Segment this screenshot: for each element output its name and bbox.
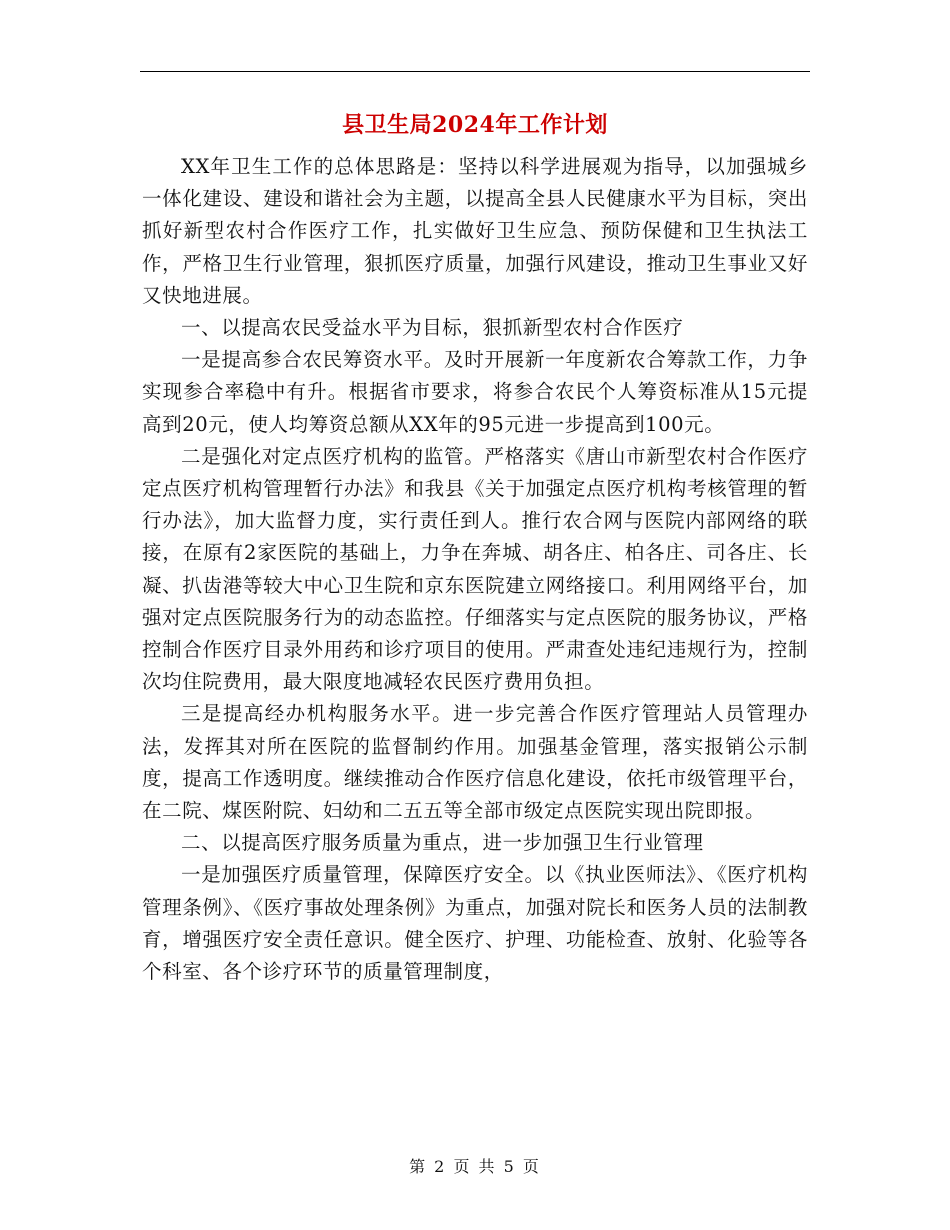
paragraph-1-2: 二是强化对定点医疗机构的监管。严格落实《唐山市新型农村合作医疗定点医疗机构管理暂行办法》和我县《关于加强定点医疗机构考核管理的暂行办法》，加大监督力度，实行责任到人。推行农合网与医院内部网络的联接，在原有2家医院的基础上，力争在奔城、胡各庄、柏各庄、司各庄、长凝、扒齿港等较大中心卫生院和京东医院建立网络接口。利用网络平台，加强对定点医院服务行为的动态监控。仔细落实与定点医院的服务协议，严格控制合作医疗目录外用药和诊疗项目的使用。严肃查处违纪违规行为，控制次均住院费用，最大限度地减轻农民医疗费用负担。: [142, 444, 808, 694]
paragraph-2-1: 一是加强医疗质量管理，保障医疗安全。以《执业医师法》、《医疗机构管理条例》、《医疗事故处理条例》为重点，加强对院长和医务人员的法制教育，增强医疗安全责任意识。健全医疗、护理、功能检查、放射、化验等各个科室、各个诊疗环节的质量管理制度，: [142, 863, 808, 984]
header-rule: [140, 71, 810, 72]
document-body: [142, 151, 808, 988]
paragraph-1-1: 一是提高参合农民筹资水平。及时开展新一年度新农合筹款工作，力争实现参合率稳中有升。根据省市要求，将参合农民个人筹资标准从15元提高到20元，使人均筹资总额从XX年的95元进一步提高到100元。: [142, 348, 808, 436]
page-number-footer: 第 2 页 共 5 页: [409, 1157, 541, 1176]
paragraph-overview: XX年卫生工作的总体思路是：坚持以科学进展观为指导，以加强城乡一体化建设、建设和谐社会为主题，以提高全县人民健康水平为目标，突出抓好新型农村合作医疗工作，扎实做好卫生应急、预防保健和卫生执法工作，严格卫生行业管理，狠抓医疗质量，加强行风建设，推动卫生事业又好又快地进展。: [142, 155, 808, 307]
document-title: 县卫生局2024年工作计划: [342, 112, 608, 138]
section-heading-1: 一、以提高农民受益水平为目标，狠抓新型农村合作医疗: [181, 316, 684, 340]
paragraph-1-3: 三是提高经办机构服务水平。进一步完善合作医疗管理站人员管理办法，发挥其对所在医院的监督制约作用。加强基金管理，落实报销公示制度，提高工作透明度。继续推动合作医疗信息化建设，依托市级管理平台，在二院、煤医附院、妇幼和二五五等全部市级定点医院实现出院即报。: [142, 702, 808, 823]
section-heading-2: 二、以提高医疗服务质量为重点，进一步加强卫生行业管理: [181, 831, 704, 855]
